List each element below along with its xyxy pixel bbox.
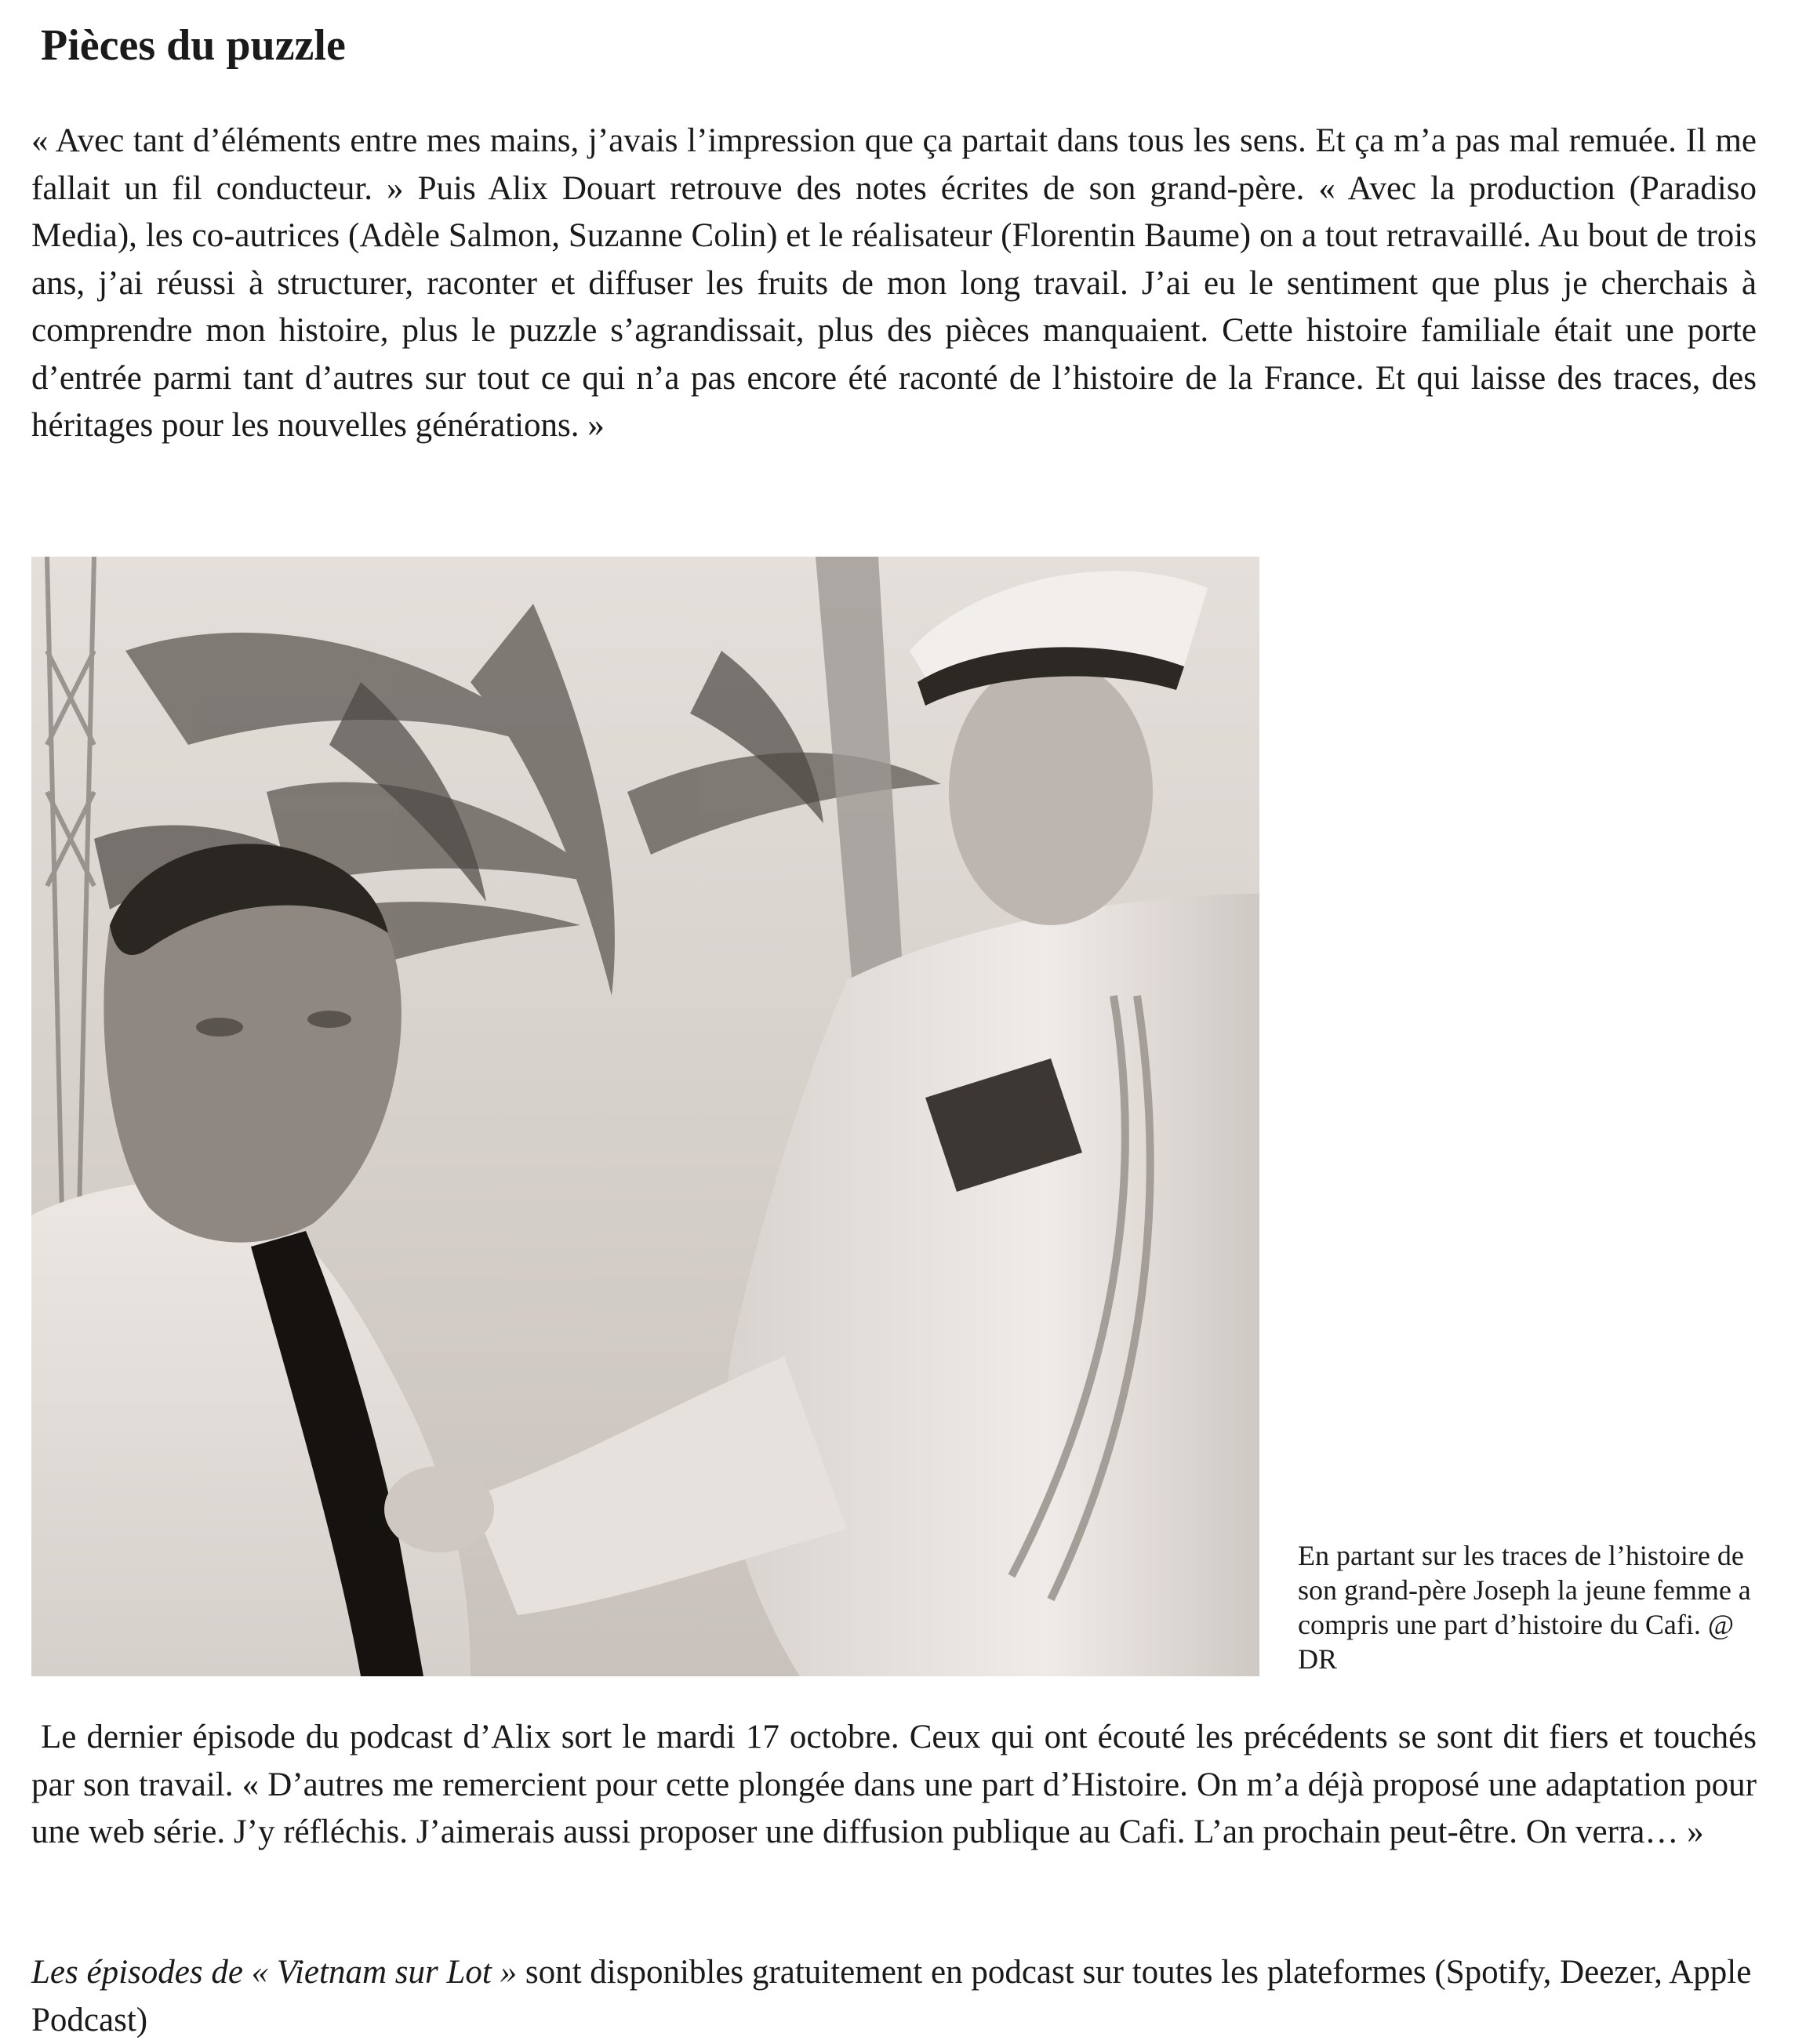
archival-photo xyxy=(31,557,1259,1676)
section-heading: Pièces du puzzle xyxy=(41,21,346,70)
availability-italic: Les épisodes de « Vietnam sur Lot » xyxy=(31,1954,518,1991)
photo-caption: En partant sur les traces de l’histoire de son grand-père Joseph la jeune femme a compris une part d’histoire du Cafi. @ DR xyxy=(1298,1540,1751,1675)
podcast-paragraph: Le dernier épisode du podcast d’Alix sort le mardi 17 octobre. Ceux qui ont écouté les précédents se sont dit fiers et touchés par son travail. « D’autres me remercient pour cette plongée dans une part d’Histoire. On m’a déjà proposé une adaptation pour une web série. J’y réfléchis. J’aimerais aussi proposer une diffusion publique au Cafi. L’an prochain peut-être. On verra… » xyxy=(31,1719,1757,1850)
photo-illustration xyxy=(31,557,1259,1676)
availability-rest: sont disponibles gratuitement en podcast sur toutes les plateformes (Spotify, Deezer, Apple Podcast) xyxy=(31,1954,1752,2039)
availability-paragraph xyxy=(31,1949,1757,2044)
intro-paragraph: « Avec tant d’éléments entre mes mains, j’avais l’impression que ça partait dans tous les sens. Et ça m’a pas mal remuée. Il me fallait un fil conducteur. » Puis Alix Douart retrouve des notes écrites de son grand-père. « Avec la production (Paradiso Media), les co-autrices (Adèle Salmon, Suzanne Colin) et le réalisateur (Florentin Baume) on a tout retravaillé. Au bout de trois ans, j’ai réussi à structurer, raconter et diffuser les fruits de mon long travail. J’ai eu le sentiment que plus je cherchais à comprendre mon histoire, plus le puzzle s’agrandissait, plus des pièces manquaient. Cette histoire familiale était une porte d’entrée parmi tant d’autres sur tout ce qui n’a pas encore été raconté de l’histoire de la France. Et qui laisse des traces, des héritages pour les nouvelles générations. » xyxy=(31,122,1757,444)
